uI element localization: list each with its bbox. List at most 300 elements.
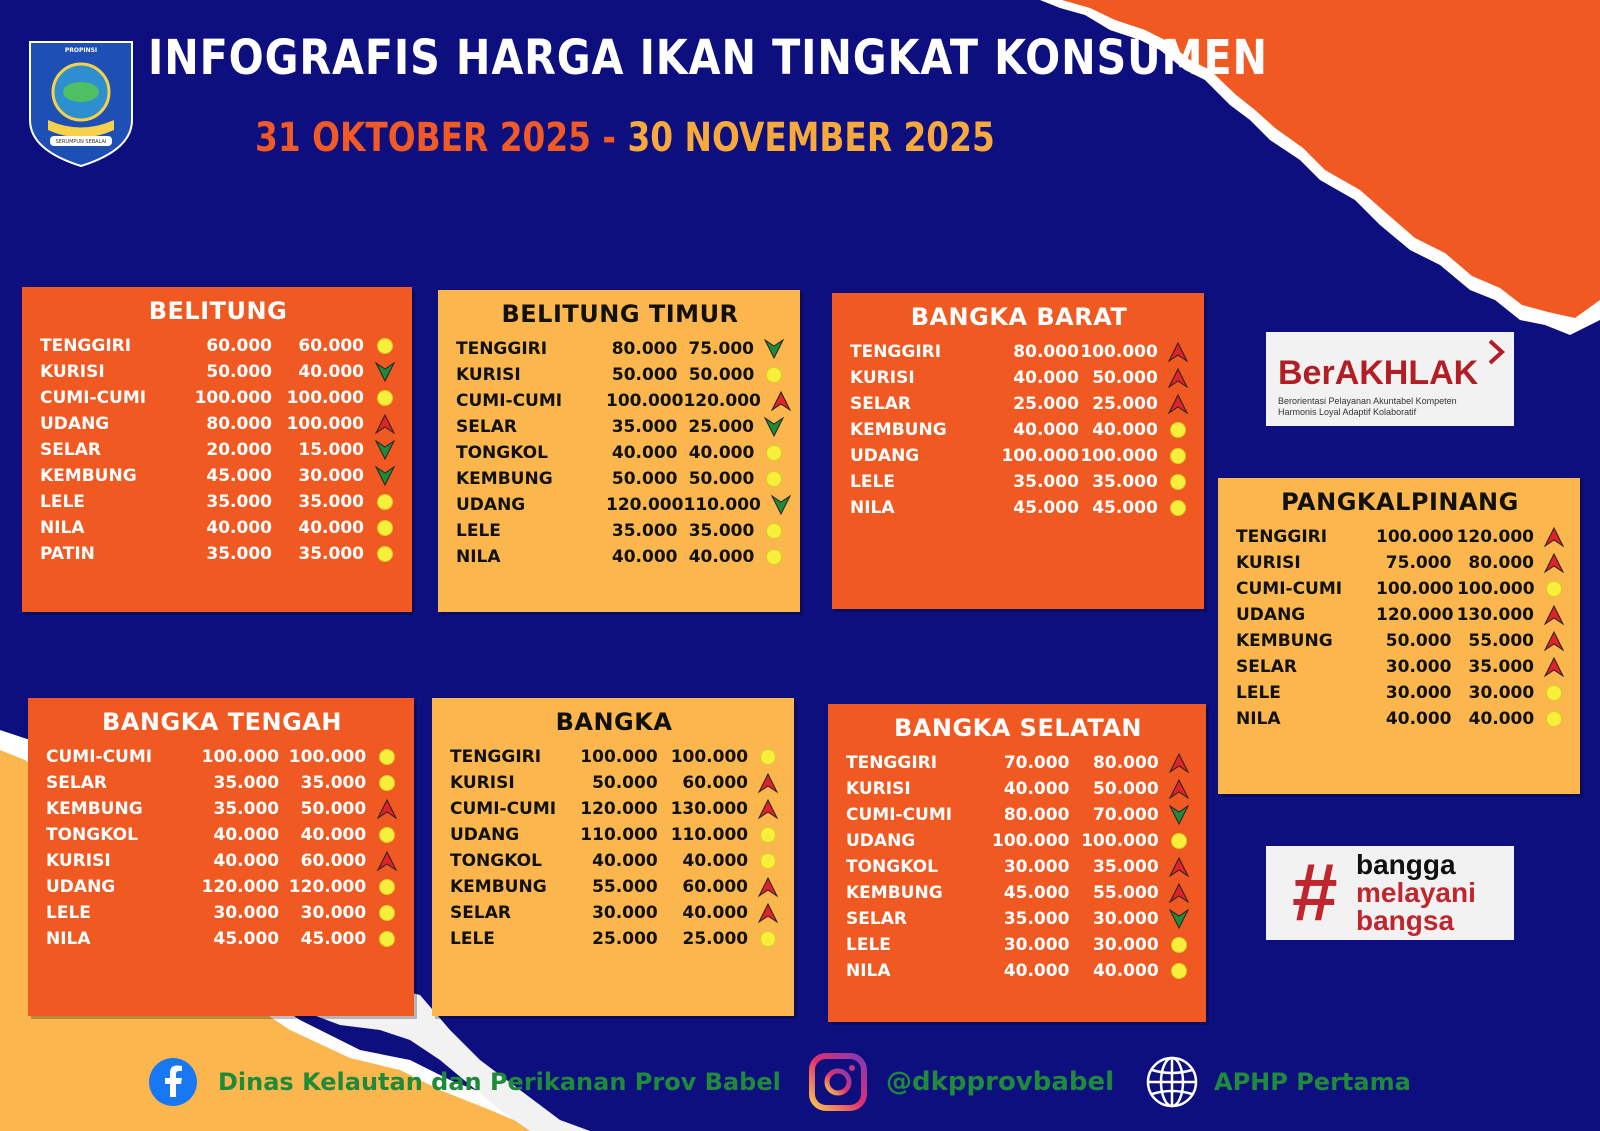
stable-dot-icon bbox=[764, 443, 784, 463]
price-end: 35.000 bbox=[300, 773, 367, 793]
price-end: 60.000 bbox=[300, 851, 367, 871]
price-end: 100.000 bbox=[286, 388, 364, 408]
price-row bbox=[40, 541, 396, 567]
price-end: 35.000 bbox=[1093, 857, 1159, 877]
fish-name: CUMI-CUMI bbox=[846, 805, 953, 825]
price-up-icon bbox=[1169, 779, 1190, 799]
price-start: 100.000 bbox=[194, 388, 272, 408]
price-start: 55.000 bbox=[592, 877, 658, 897]
fish-name: KURISI bbox=[1236, 553, 1301, 573]
price-end: 50.000 bbox=[1092, 368, 1158, 388]
fish-name: NILA bbox=[40, 518, 85, 538]
bangga-word-1: bangga bbox=[1356, 849, 1456, 880]
price-up-icon bbox=[1168, 368, 1188, 388]
fish-name: KEMBUNG bbox=[450, 877, 547, 897]
stable-dot-icon bbox=[374, 492, 396, 512]
berakhlak-line-1: Berorientasi Pelayanan Akuntabel Kompeten bbox=[1278, 396, 1457, 406]
price-start: 35.000 bbox=[1013, 472, 1079, 492]
price-start: 100.000 bbox=[201, 747, 280, 767]
price-down-icon bbox=[374, 466, 396, 486]
instagram-icon bbox=[808, 1052, 868, 1112]
price-row bbox=[456, 440, 784, 466]
region-card-belitung bbox=[22, 287, 412, 612]
price-end: 40.000 bbox=[298, 362, 364, 382]
price-row bbox=[40, 385, 396, 411]
price-end: 100.000 bbox=[1080, 446, 1158, 466]
stable-dot-icon bbox=[1544, 709, 1564, 729]
stable-dot-icon bbox=[374, 336, 396, 356]
price-end: 35.000 bbox=[688, 521, 755, 541]
fish-name: TENGGIRI bbox=[850, 342, 942, 362]
price-start: 40.000 bbox=[1013, 368, 1079, 388]
price-row bbox=[1236, 524, 1564, 550]
price-start: 35.000 bbox=[611, 417, 678, 437]
price-up-icon bbox=[1169, 883, 1190, 903]
fish-name: KEMBUNG bbox=[846, 883, 943, 903]
price-row bbox=[1236, 550, 1564, 576]
price-end: 100.000 bbox=[1080, 342, 1158, 362]
fish-name: CUMI-CUMI bbox=[1236, 579, 1343, 599]
fish-name: UDANG bbox=[1236, 605, 1306, 625]
price-row bbox=[846, 750, 1190, 776]
price-start: 40.000 bbox=[1013, 420, 1079, 440]
price-up-icon bbox=[376, 851, 398, 871]
price-start: 120.000 bbox=[580, 799, 658, 819]
date-end: 30 NOVEMBER 2025 bbox=[627, 115, 995, 161]
price-row bbox=[456, 388, 784, 414]
stable-dot-icon bbox=[758, 851, 778, 871]
price-row bbox=[846, 880, 1190, 906]
price-down-icon bbox=[374, 362, 396, 382]
price-end: 130.000 bbox=[670, 799, 748, 819]
price-row bbox=[846, 906, 1190, 932]
price-end: 110.000 bbox=[683, 495, 761, 515]
price-start: 30.000 bbox=[1385, 683, 1452, 703]
price-row bbox=[850, 365, 1188, 391]
price-end: 55.000 bbox=[1093, 883, 1159, 903]
price-row bbox=[450, 926, 778, 952]
price-start: 40.000 bbox=[206, 518, 272, 538]
price-start: 30.000 bbox=[213, 903, 280, 923]
stable-dot-icon bbox=[1168, 472, 1188, 492]
price-start: 40.000 bbox=[1003, 779, 1070, 799]
price-down-icon bbox=[764, 417, 784, 437]
stable-dot-icon bbox=[1169, 831, 1190, 851]
stable-dot-icon bbox=[376, 747, 398, 767]
price-end: 55.000 bbox=[1468, 631, 1534, 651]
price-end: 40.000 bbox=[682, 851, 749, 871]
price-start: 80.000 bbox=[1013, 342, 1079, 362]
price-start: 50.000 bbox=[1385, 631, 1452, 651]
stable-dot-icon bbox=[764, 469, 784, 489]
price-end: 15.000 bbox=[298, 440, 364, 460]
fish-name: SELAR bbox=[456, 417, 517, 437]
stable-dot-icon bbox=[1544, 683, 1564, 703]
region-card-bangka-barat bbox=[832, 293, 1204, 609]
chevron-right-icon bbox=[1486, 338, 1508, 366]
region-card-bangka-selatan bbox=[828, 704, 1206, 1022]
fish-name: TENGGIRI bbox=[1236, 527, 1328, 547]
fish-name: TENGGIRI bbox=[456, 339, 548, 359]
price-end: 75.000 bbox=[688, 339, 754, 359]
fish-name: KURISI bbox=[40, 362, 105, 382]
fish-name: KEMBUNG bbox=[456, 469, 553, 489]
price-start: 40.000 bbox=[213, 851, 280, 871]
price-up-icon bbox=[1544, 657, 1564, 677]
price-end: 60.000 bbox=[298, 336, 364, 356]
price-row bbox=[450, 848, 778, 874]
price-start: 25.000 bbox=[1013, 394, 1079, 414]
stable-dot-icon bbox=[764, 547, 784, 567]
globe-icon bbox=[1144, 1054, 1200, 1110]
stable-dot-icon bbox=[376, 903, 398, 923]
stable-dot-icon bbox=[374, 388, 396, 408]
price-row bbox=[846, 776, 1190, 802]
stable-dot-icon bbox=[1169, 935, 1190, 955]
stable-dot-icon bbox=[1168, 498, 1188, 518]
price-end: 35.000 bbox=[1468, 657, 1534, 677]
price-end: 100.000 bbox=[670, 747, 749, 767]
fish-name: NILA bbox=[850, 498, 895, 518]
fish-name: LELE bbox=[846, 935, 891, 955]
region-title: BELITUNG TIMUR bbox=[501, 300, 739, 328]
price-down-icon bbox=[1169, 909, 1190, 929]
price-end: 40.000 bbox=[1092, 420, 1158, 440]
fish-name: TONGKOL bbox=[46, 825, 138, 845]
stable-dot-icon bbox=[758, 929, 778, 949]
price-row bbox=[450, 770, 778, 796]
price-row bbox=[846, 802, 1190, 828]
date-start: 31 OKTOBER 2025 - bbox=[255, 115, 617, 161]
price-start: 35.000 bbox=[213, 773, 280, 793]
fish-name: UDANG bbox=[850, 446, 920, 466]
price-row bbox=[850, 339, 1188, 365]
price-row bbox=[450, 744, 778, 770]
fish-name: UDANG bbox=[846, 831, 916, 851]
price-start: 50.000 bbox=[611, 365, 678, 385]
fish-name: LELE bbox=[850, 472, 895, 492]
footer-instagram[interactable] bbox=[808, 1052, 1114, 1112]
price-start: 40.000 bbox=[1385, 709, 1452, 729]
stable-dot-icon bbox=[376, 825, 398, 845]
footer-facebook[interactable] bbox=[148, 1052, 781, 1112]
price-end: 30.000 bbox=[1093, 935, 1159, 955]
price-down-icon bbox=[771, 495, 791, 515]
price-row bbox=[40, 437, 396, 463]
hashtag-icon: # bbox=[1292, 847, 1338, 938]
fish-name: KURISI bbox=[46, 851, 111, 871]
price-up-icon bbox=[1544, 553, 1564, 573]
fish-name: NILA bbox=[46, 929, 91, 949]
fish-name: UDANG bbox=[40, 414, 110, 434]
bangga-melayani-bangsa-badge bbox=[1266, 846, 1514, 940]
price-start: 70.000 bbox=[1003, 753, 1070, 773]
price-row bbox=[46, 744, 398, 770]
price-end: 40.000 bbox=[300, 825, 367, 845]
facebook-label: Dinas Kelautan dan Perikanan Prov Babel bbox=[218, 1068, 781, 1096]
fish-name: KEMBUNG bbox=[850, 420, 947, 440]
province-logo bbox=[28, 40, 134, 168]
price-start: 35.000 bbox=[206, 492, 272, 512]
region-title: BANGKA TENGAH bbox=[102, 708, 342, 736]
berakhlak-line-2: Harmonis Loyal Adaptif Kolaboratif bbox=[1278, 407, 1417, 417]
price-end: 80.000 bbox=[1093, 753, 1159, 773]
price-row bbox=[846, 828, 1190, 854]
price-up-icon bbox=[758, 877, 778, 897]
berakhlak-badge bbox=[1266, 332, 1514, 426]
price-row bbox=[850, 391, 1188, 417]
fish-name: CUMI-CUMI bbox=[46, 747, 153, 767]
fish-name: NILA bbox=[1236, 709, 1281, 729]
price-end: 100.000 bbox=[288, 747, 367, 767]
price-row bbox=[456, 544, 784, 570]
price-row bbox=[40, 333, 396, 359]
price-start: 40.000 bbox=[611, 443, 678, 463]
price-start: 20.000 bbox=[206, 440, 272, 460]
price-row bbox=[450, 900, 778, 926]
footer-web[interactable] bbox=[1144, 1052, 1411, 1112]
price-start: 30.000 bbox=[592, 903, 658, 923]
price-row bbox=[850, 495, 1188, 521]
price-row bbox=[1236, 654, 1564, 680]
price-end: 30.000 bbox=[298, 466, 364, 486]
price-end: 40.000 bbox=[688, 443, 755, 463]
price-row bbox=[1236, 602, 1564, 628]
region-title: BELITUNG bbox=[148, 297, 288, 325]
svg-text:SERUMPUN SEBALAI: SERUMPUN SEBALAI bbox=[55, 139, 107, 145]
price-start: 120.000 bbox=[606, 495, 684, 515]
stable-dot-icon bbox=[764, 521, 784, 541]
price-start: 100.000 bbox=[1376, 527, 1454, 547]
price-start: 45.000 bbox=[1003, 883, 1070, 903]
fish-name: LELE bbox=[40, 492, 85, 512]
instagram-handle: @dkpprovbabel bbox=[886, 1067, 1115, 1097]
stable-dot-icon bbox=[1545, 579, 1564, 599]
price-row bbox=[40, 411, 396, 437]
price-end: 40.000 bbox=[688, 547, 755, 567]
price-end: 40.000 bbox=[1468, 709, 1535, 729]
price-start: 40.000 bbox=[592, 851, 658, 871]
fish-name: LELE bbox=[1236, 683, 1281, 703]
price-up-icon bbox=[758, 799, 778, 819]
stable-dot-icon bbox=[758, 747, 778, 767]
price-end: 40.000 bbox=[1093, 961, 1159, 981]
price-row bbox=[46, 900, 398, 926]
stable-dot-icon bbox=[1169, 961, 1190, 981]
price-start: 35.000 bbox=[213, 799, 280, 819]
price-end: 25.000 bbox=[682, 929, 749, 949]
price-start: 80.000 bbox=[206, 414, 272, 434]
fish-name: KURISI bbox=[456, 365, 521, 385]
price-row bbox=[846, 854, 1190, 880]
price-end: 110.000 bbox=[670, 825, 749, 845]
fish-name: NILA bbox=[456, 547, 501, 567]
price-end: 30.000 bbox=[1093, 909, 1159, 929]
fish-name: SELAR bbox=[846, 909, 907, 929]
price-start: 110.000 bbox=[580, 825, 658, 845]
price-up-icon bbox=[1168, 342, 1188, 362]
price-end: 40.000 bbox=[298, 518, 364, 538]
price-row bbox=[40, 463, 396, 489]
price-row bbox=[1236, 576, 1564, 602]
price-row bbox=[46, 770, 398, 796]
price-end: 35.000 bbox=[1092, 472, 1158, 492]
svg-text:PROPINSI: PROPINSI bbox=[64, 47, 98, 54]
price-row bbox=[46, 926, 398, 952]
price-start: 50.000 bbox=[611, 469, 678, 489]
fish-name: SELAR bbox=[40, 440, 101, 460]
price-up-icon bbox=[1169, 857, 1190, 877]
price-up-icon bbox=[1169, 753, 1190, 773]
price-start: 25.000 bbox=[592, 929, 658, 949]
price-row bbox=[456, 492, 784, 518]
price-down-icon bbox=[374, 440, 396, 460]
price-up-icon bbox=[758, 903, 778, 923]
price-start: 100.000 bbox=[1001, 446, 1079, 466]
fish-name: PATIN bbox=[40, 544, 95, 564]
stable-dot-icon bbox=[758, 825, 778, 845]
price-end: 80.000 bbox=[1468, 553, 1534, 573]
price-end: 45.000 bbox=[1092, 498, 1158, 518]
fish-name: SELAR bbox=[46, 773, 107, 793]
price-end: 50.000 bbox=[688, 365, 755, 385]
price-end: 50.000 bbox=[1093, 779, 1159, 799]
price-start: 60.000 bbox=[206, 336, 272, 356]
price-end: 50.000 bbox=[688, 469, 755, 489]
price-row bbox=[850, 443, 1188, 469]
region-title: PANGKALPINANG bbox=[1281, 488, 1519, 516]
price-start: 100.000 bbox=[1376, 579, 1454, 599]
price-start: 75.000 bbox=[1385, 553, 1452, 573]
price-row bbox=[1236, 706, 1564, 732]
price-start: 40.000 bbox=[611, 547, 678, 567]
price-end: 100.000 bbox=[1081, 831, 1159, 851]
price-end: 25.000 bbox=[1092, 394, 1158, 414]
price-row bbox=[46, 848, 398, 874]
price-start: 100.000 bbox=[991, 831, 1070, 851]
price-end: 45.000 bbox=[300, 929, 367, 949]
stable-dot-icon bbox=[376, 773, 398, 793]
price-start: 100.000 bbox=[580, 747, 658, 767]
fish-name: TENGGIRI bbox=[846, 753, 938, 773]
price-start: 45.000 bbox=[213, 929, 280, 949]
fish-name: KEMBUNG bbox=[46, 799, 143, 819]
fish-name: KURISI bbox=[850, 368, 915, 388]
date-range bbox=[255, 115, 995, 161]
region-card-bangka-tengah bbox=[28, 698, 414, 1016]
facebook-icon bbox=[148, 1057, 198, 1107]
price-up-icon bbox=[1168, 394, 1188, 414]
fish-name: TENGGIRI bbox=[40, 336, 132, 356]
price-start: 100.000 bbox=[606, 391, 684, 411]
stable-dot-icon bbox=[374, 518, 396, 538]
price-row bbox=[456, 362, 784, 388]
price-start: 35.000 bbox=[611, 521, 678, 541]
price-up-icon bbox=[1544, 631, 1564, 651]
price-row bbox=[450, 822, 778, 848]
price-down-icon bbox=[1169, 805, 1190, 825]
price-start: 40.000 bbox=[1003, 961, 1070, 981]
price-start: 50.000 bbox=[592, 773, 658, 793]
fish-name: SELAR bbox=[450, 903, 511, 923]
price-start: 30.000 bbox=[1003, 935, 1070, 955]
price-row bbox=[1236, 680, 1564, 706]
stable-dot-icon bbox=[376, 929, 398, 949]
price-row bbox=[40, 359, 396, 385]
price-row bbox=[850, 417, 1188, 443]
region-title: BANGKA BARAT bbox=[910, 303, 1128, 331]
price-row bbox=[456, 414, 784, 440]
price-start: 45.000 bbox=[1013, 498, 1079, 518]
price-start: 30.000 bbox=[1385, 657, 1452, 677]
price-row bbox=[46, 874, 398, 900]
price-end: 60.000 bbox=[682, 877, 748, 897]
price-start: 35.000 bbox=[1003, 909, 1070, 929]
price-row bbox=[456, 466, 784, 492]
price-end: 100.000 bbox=[286, 414, 364, 434]
fish-name: TONGKOL bbox=[846, 857, 938, 877]
fish-name: SELAR bbox=[850, 394, 911, 414]
price-row bbox=[456, 518, 784, 544]
stable-dot-icon bbox=[764, 365, 784, 385]
fish-name: KURISI bbox=[846, 779, 911, 799]
fish-name: LELE bbox=[450, 929, 495, 949]
stable-dot-icon bbox=[1168, 446, 1188, 466]
fish-name: UDANG bbox=[46, 877, 116, 897]
price-start: 35.000 bbox=[206, 544, 272, 564]
price-start: 80.000 bbox=[611, 339, 678, 359]
price-end: 30.000 bbox=[1468, 683, 1535, 703]
price-start: 120.000 bbox=[201, 877, 280, 897]
fish-name: KEMBUNG bbox=[1236, 631, 1333, 651]
fish-name: CUMI-CUMI bbox=[450, 799, 557, 819]
price-row bbox=[46, 796, 398, 822]
fish-name: KURISI bbox=[450, 773, 515, 793]
price-up-icon bbox=[758, 773, 778, 793]
price-start: 50.000 bbox=[206, 362, 272, 382]
price-up-icon bbox=[1544, 527, 1564, 547]
price-row bbox=[450, 796, 778, 822]
price-row bbox=[40, 515, 396, 541]
fish-name: TONGKOL bbox=[450, 851, 542, 871]
price-end: 50.000 bbox=[300, 799, 367, 819]
stable-dot-icon bbox=[374, 544, 396, 564]
price-end: 25.000 bbox=[688, 417, 754, 437]
price-up-icon bbox=[374, 414, 396, 434]
region-title: BANGKA bbox=[555, 708, 673, 736]
price-end: 120.000 bbox=[1456, 527, 1534, 547]
fish-name: LELE bbox=[46, 903, 91, 923]
price-end: 30.000 bbox=[300, 903, 367, 923]
price-row bbox=[456, 336, 784, 362]
price-row bbox=[40, 489, 396, 515]
fish-name: CUMI-CUMI bbox=[40, 388, 147, 408]
price-up-icon bbox=[1544, 605, 1564, 625]
price-start: 80.000 bbox=[1003, 805, 1070, 825]
fish-name: KEMBUNG bbox=[40, 466, 137, 486]
fish-name: SELAR bbox=[1236, 657, 1297, 677]
price-end: 120.000 bbox=[683, 391, 761, 411]
fish-name: LELE bbox=[456, 521, 501, 541]
region-card-bangka bbox=[432, 698, 794, 1016]
price-end: 35.000 bbox=[298, 544, 364, 564]
fish-name: NILA bbox=[846, 961, 891, 981]
bangga-word-3: bangsa bbox=[1356, 905, 1455, 936]
price-row bbox=[46, 822, 398, 848]
price-down-icon bbox=[764, 339, 784, 359]
price-end: 70.000 bbox=[1093, 805, 1159, 825]
fish-name: TONGKOL bbox=[456, 443, 548, 463]
